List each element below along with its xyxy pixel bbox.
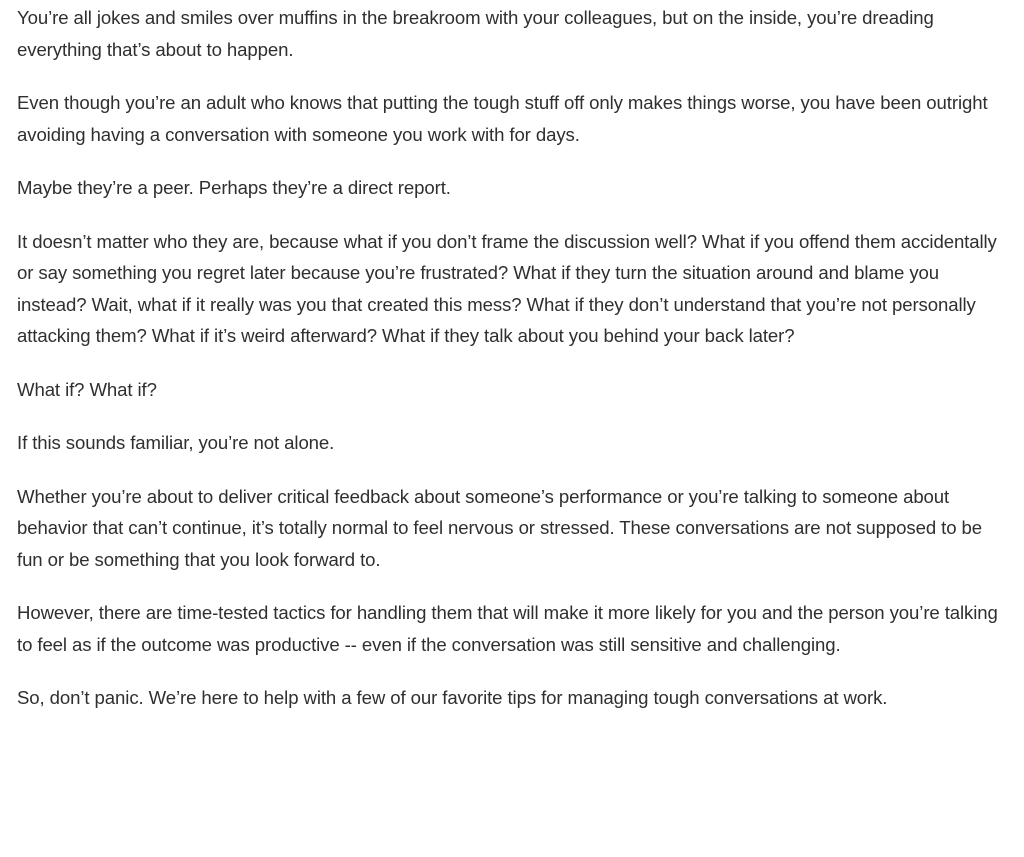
paragraph-intro: You’re all jokes and smiles over muffins in the breakroom with your colleagues, but on the inside, you’re dreading everything that’s about to happen. — [17, 7, 934, 60]
paragraph-tactics: However, there are time-tested tactics for handling them that will make it more likely for you and the person you’re talking to feel as if the outcome was productive -- even if the conversation was still sensitive and challenging. — [17, 602, 998, 655]
paragraph-dont-panic: So, don’t panic. We’re here to help with a few of our favorite tips for managing tough conversations at work. — [17, 687, 888, 708]
paragraph-what-if-short: What if? What if? — [17, 378, 157, 400]
paragraph-peer: Maybe they’re a peer. Perhaps they’re a direct report. — [17, 177, 451, 198]
paragraph-normal-to-feel: Whether you’re about to deliver critical feedback about someone’s performance or you’re talking to someone about behavior that can’t continue, it’s totally normal to feel nervous or stressed. These conversations are not supposed to be fun or be something that you look forward to. — [17, 485, 982, 570]
paragraph-not-alone: If this sounds familiar, you’re not alone. — [17, 432, 335, 453]
paragraph-avoidance: Even though you’re an adult who knows that putting the tough stuff off only makes things worse, you have been outright avoiding having a conversation with someone you work with for days. — [17, 92, 988, 145]
paragraph-what-ifs: It doesn’t matter who they are, because what if you don’t frame the discussion well? What if you offend them accidentally or say something you regret later because you’re frustrated? What if they turn the situation around and blame you instead? Wait, what if it really was you that created this mess? What if they don’t understand that you’re not personally attacking them? What if it’s weird afterward? What if they talk about you behind your back later? — [17, 230, 997, 346]
